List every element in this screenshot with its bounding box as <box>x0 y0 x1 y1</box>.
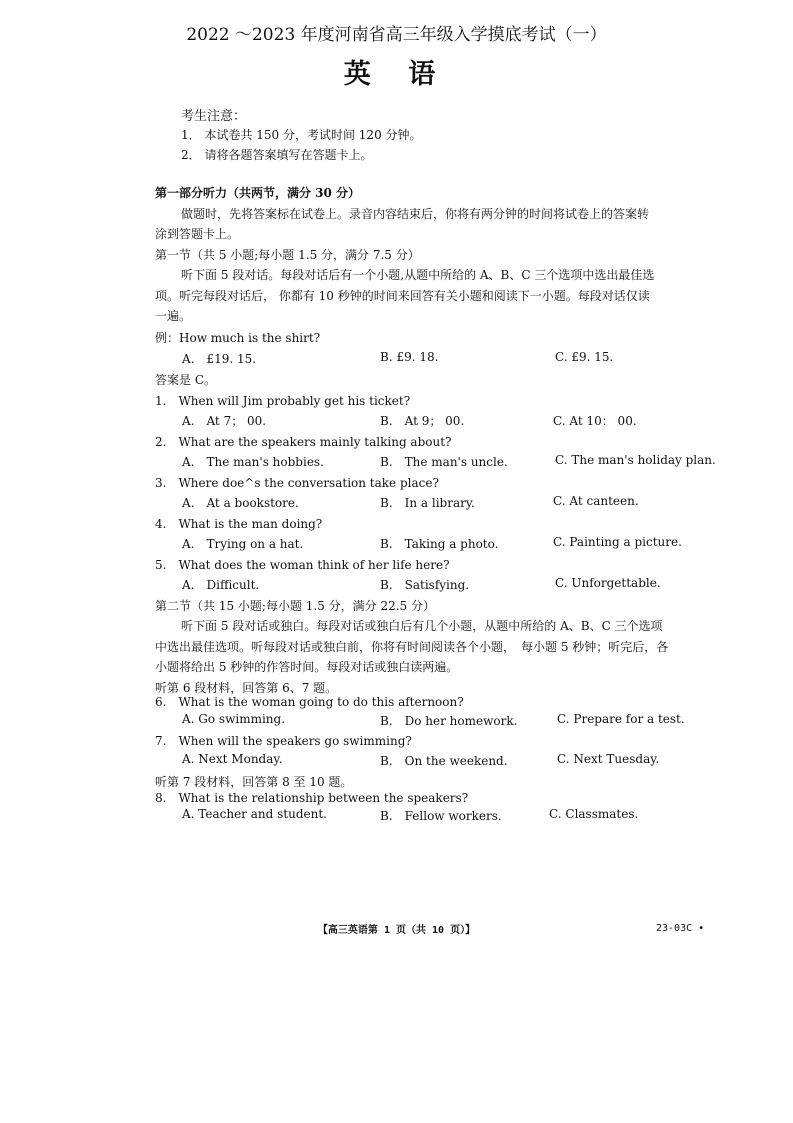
q1-option-c: C. At 10： 00. <box>553 414 637 428</box>
q2-option-a: A. The man's hobbies. <box>182 455 324 469</box>
section1-instruction: 项。听完每段对话后， 你都有 10 秒钟的时间来回答有关小题和阅读下一小题。每段对话仅读 <box>155 289 650 303</box>
example-option-a: A. £19. 15. <box>182 352 257 366</box>
part1-heading: 第一部分听力（共两节，满分 30 分） <box>155 186 361 200</box>
q6-option-a: A. Go swimming. <box>182 712 286 726</box>
q8-option-c: C. Classmates. <box>549 807 639 821</box>
example-answer: 答案是 C。 <box>155 373 216 387</box>
q4-option-a: A. Trying on a hat. <box>182 537 304 551</box>
q3-option-a: A. At a bookstore. <box>182 496 299 510</box>
page-footer: 【高三英语第 1 页（共 10 页）】 <box>317 925 476 936</box>
question-8: 8. What is the relationship between the speakers? <box>155 791 469 805</box>
material-7-heading: 听第 7 段材料，回答第 8 至 10 题。 <box>155 775 353 789</box>
q3-option-c: C. At canteen. <box>553 494 639 508</box>
question-5: 5. What does the woman think of her life here? <box>155 558 450 572</box>
question-4: 4. What is the man doing? <box>155 517 323 531</box>
question-1: 1. When will Jim probably get his ticket? <box>155 394 411 408</box>
q4-option-b: B. Taking a photo. <box>380 537 499 551</box>
section2-instruction: 听下面 5 段对话或独白。每段对话或独白后有几个小题，从题中所给的 A、B、C 三个选项 <box>181 619 663 633</box>
question-6: 6. What is the woman going to do this afternoon? <box>155 695 464 709</box>
notice-item: 2． 请将各题答案填写在答题卡上。 <box>181 148 373 162</box>
exam-code: 23-03C • <box>656 923 705 934</box>
q5-option-a: A. Difficult. <box>182 578 260 592</box>
q6-option-b: B. Do her homework. <box>380 714 518 728</box>
example-option-b: B. £9. 18. <box>380 350 439 364</box>
q2-option-c: C. The man's holiday plan. <box>555 453 716 467</box>
q6-option-c: C. Prepare for a test. <box>557 712 685 726</box>
q8-option-a: A. Teacher and student. <box>182 807 327 821</box>
q1-option-a: A. At 7； 00. <box>182 414 267 428</box>
section1-heading: 第一节（共 5 小题;每小题 1.5 分，满分 7.5 分） <box>155 248 420 262</box>
question-3: 3. Where doe^s the conversation take place? <box>155 476 439 490</box>
q5-option-b: B. Satisfying. <box>380 578 470 592</box>
example-question: 例：How much is the shirt? <box>155 331 321 345</box>
q4-option-c: C. Painting a picture. <box>553 535 682 549</box>
question-7: 7. When will the speakers go swimming? <box>155 734 412 748</box>
section1-instruction: 一遍。 <box>155 309 192 323</box>
q7-option-b: B. On the weekend. <box>380 754 508 768</box>
q7-option-c: C. Next Tuesday. <box>557 752 660 766</box>
notice-heading: 考生注意： <box>181 109 247 124</box>
example-option-c: C. £9. 15. <box>555 350 614 364</box>
q7-option-a: A. Next Monday. <box>182 752 283 766</box>
part1-instruction: 涂到答题卡上。 <box>155 227 240 241</box>
material-6-heading: 听第 6 段材料，回答第 6、7 题。 <box>155 681 338 695</box>
part1-instruction: 做题时，先将答案标在试卷上。录音内容结束后，你将有两分钟的时间将试卷上的答案转 <box>181 207 650 221</box>
section2-heading: 第二节（共 15 小题;每小题 1.5 分，满分 22.5 分） <box>155 599 436 613</box>
subject-title: 英 语 <box>343 59 450 90</box>
notice-item: 1． 本试卷共 150 分，考试时间 120 分钟。 <box>181 128 422 142</box>
q5-option-c: C. Unforgettable. <box>555 576 661 590</box>
section2-instruction: 小题将给出 5 秒钟的作答时间。每段对话或独白读两遍。 <box>155 660 459 674</box>
exam-title: 2022 ～2023 年度河南省高三年级入学摸底考试（一） <box>186 25 607 45</box>
q3-option-b: B. In a library. <box>380 496 475 510</box>
q2-option-b: B. The man's uncle. <box>380 455 508 469</box>
question-2: 2. What are the speakers mainly talking about? <box>155 435 452 449</box>
section2-instruction: 中选出最佳选项。听每段对话或独白前，你将有时间阅读各个小题， 每小题 5 秒钟；听完后，各 <box>155 640 669 654</box>
section1-instruction: 听下面 5 段对话。每段对话后有一个小题,从题中所给的 A、B、C 三个选项中选出最佳选 <box>181 268 655 282</box>
q8-option-b: B. Fellow workers. <box>380 809 502 823</box>
q1-option-b: B. At 9； 00. <box>380 414 465 428</box>
